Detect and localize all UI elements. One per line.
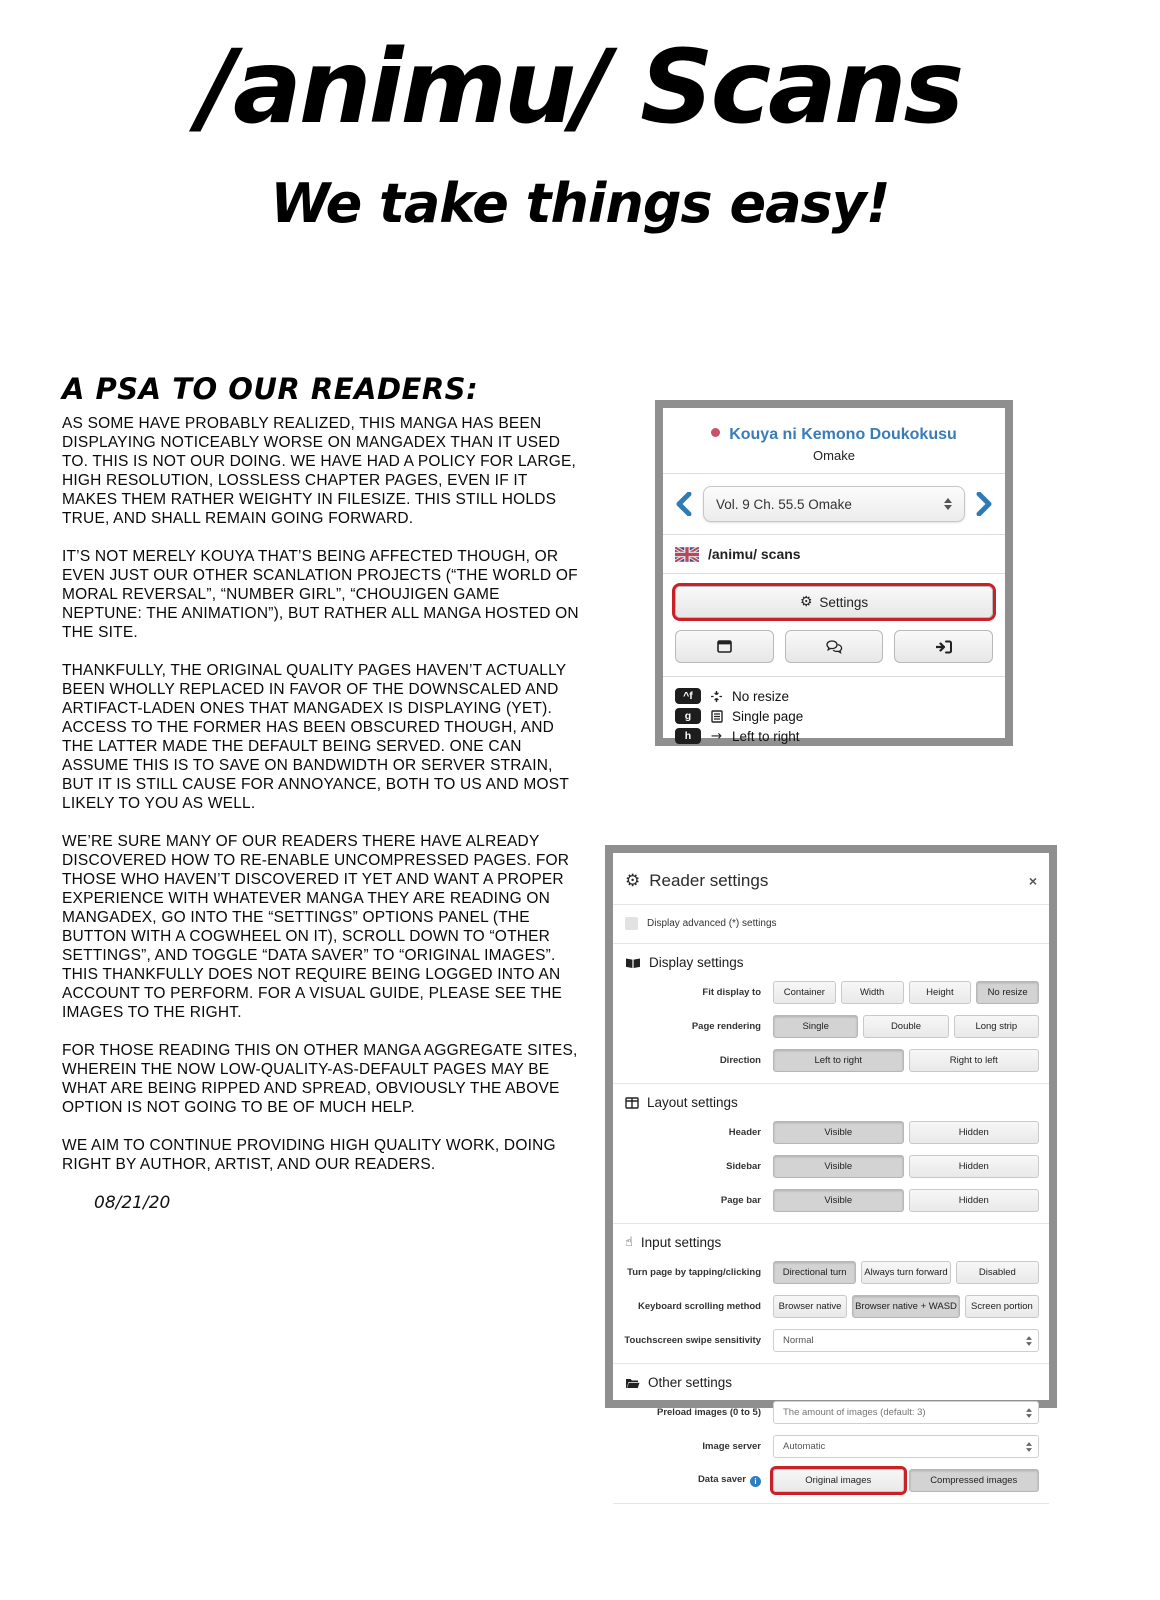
row-label: Preload images (0 to 5) bbox=[656, 1406, 761, 1418]
chapter-select-value: Vol. 9 Ch. 55.5 Omake bbox=[716, 496, 852, 512]
select-value: Normal bbox=[783, 1335, 814, 1346]
row-label: Fit display to bbox=[702, 986, 761, 998]
preload-images-input[interactable] bbox=[783, 1407, 1020, 1418]
option-directional-turn[interactable]: Directional turn bbox=[773, 1261, 856, 1284]
settings-row-page-bar bbox=[623, 1189, 1039, 1212]
select-updown-icon bbox=[944, 498, 952, 510]
section-title: Other settings bbox=[648, 1375, 733, 1390]
fullscreen-button[interactable] bbox=[675, 630, 774, 663]
settings-row-image-server bbox=[623, 1435, 1039, 1458]
settings-row-direction bbox=[623, 1049, 1039, 1072]
window-icon bbox=[717, 640, 732, 653]
settings-button[interactable] bbox=[675, 586, 993, 618]
book-icon bbox=[625, 957, 641, 969]
option-double[interactable]: Double bbox=[863, 1015, 948, 1038]
select-value: Automatic bbox=[783, 1441, 826, 1452]
scan-group-name[interactable]: /animu/ scans bbox=[708, 546, 801, 562]
section-display-settings bbox=[623, 944, 1039, 1072]
single-page-icon bbox=[709, 710, 724, 723]
row-label: Turn page by tapping/clicking bbox=[627, 1266, 761, 1278]
select-updown-icon bbox=[1026, 1336, 1032, 1346]
option-visible[interactable]: Visible bbox=[773, 1189, 904, 1212]
comments-button[interactable] bbox=[785, 630, 884, 663]
settings-row-sidebar bbox=[623, 1155, 1039, 1178]
close-icon[interactable]: × bbox=[1028, 873, 1037, 889]
psa-text-block bbox=[62, 372, 582, 1213]
key-badge: g bbox=[675, 708, 701, 724]
psa-paragraph: IT’S NOT MERELY KOUYA THAT’S BEING AFFECTED THOUGH, OR EVEN JUST OUR OTHER SCANLATION PROJECTS (“THE WORLD OF MORAL REVERSAL”, “NUMBER GIRL”, “CHOUJIGEN GAME NEPTUNE: THE ANIMATION”), BUT RATHER ALL MANGA HOSTED ON THE SITE. bbox=[62, 548, 579, 641]
no-resize-icon bbox=[709, 690, 724, 703]
row-label-text: Data saver bbox=[697, 1473, 746, 1485]
key-badge: h bbox=[675, 728, 701, 744]
shortcut-row bbox=[675, 688, 993, 704]
sign-in-button[interactable] bbox=[894, 630, 993, 663]
option-no-resize[interactable]: No resize bbox=[976, 981, 1039, 1004]
option-always-turn-forward[interactable]: Always turn forward bbox=[861, 1261, 950, 1284]
advanced-settings-checkbox[interactable] bbox=[625, 917, 638, 930]
option-original-images[interactable]: Original images bbox=[773, 1469, 904, 1492]
chapter-subtitle: Omake bbox=[813, 448, 855, 463]
reader-settings-modal bbox=[605, 845, 1057, 1486]
row-label: Image server bbox=[702, 1440, 761, 1452]
settings-row-preload-images bbox=[623, 1401, 1039, 1424]
settings-row-keyboard-scrolling bbox=[623, 1295, 1039, 1318]
option-left-to-right[interactable]: Left to right bbox=[773, 1049, 904, 1072]
shortcut-label: Single page bbox=[732, 708, 804, 724]
key-badge: ^f bbox=[675, 688, 701, 704]
settings-row-data-saver bbox=[623, 1469, 1039, 1492]
chapter-navigation bbox=[675, 474, 993, 534]
psa-date: 08/21/20 bbox=[94, 1193, 171, 1213]
option-browser-native[interactable]: Browser native bbox=[773, 1295, 847, 1318]
section-other-settings bbox=[623, 1364, 1039, 1492]
scan-group-row bbox=[675, 535, 993, 573]
row-label: Sidebar bbox=[726, 1160, 761, 1172]
preload-images-input-wrap bbox=[773, 1401, 1039, 1424]
settings-row-swipe-sensitivity bbox=[623, 1329, 1039, 1352]
settings-row-header bbox=[623, 1121, 1039, 1144]
settings-row-fit-display bbox=[623, 981, 1039, 1004]
section-title: Layout settings bbox=[647, 1095, 738, 1110]
folder-icon bbox=[625, 1377, 640, 1389]
chevron-left-icon[interactable] bbox=[675, 492, 693, 516]
chevron-right-icon[interactable] bbox=[975, 492, 993, 516]
settings-button-wrap bbox=[675, 586, 993, 618]
option-hidden[interactable]: Hidden bbox=[909, 1121, 1040, 1144]
shortcut-list bbox=[675, 677, 993, 744]
row-label: Direction bbox=[719, 1054, 761, 1066]
advanced-settings-label: Display advanced (*) settings bbox=[647, 918, 777, 929]
option-height[interactable]: Height bbox=[909, 981, 972, 1004]
manga-title-row bbox=[675, 416, 993, 446]
site-subtitle: We take things easy! bbox=[270, 172, 890, 235]
number-stepper-icon[interactable] bbox=[1026, 1408, 1032, 1418]
reader-toolbar bbox=[675, 630, 993, 663]
option-hidden[interactable]: Hidden bbox=[909, 1155, 1040, 1178]
option-container[interactable]: Container bbox=[773, 981, 836, 1004]
section-layout-settings bbox=[623, 1084, 1039, 1212]
psa-paragraph: FOR THOSE READING THIS ON OTHER MANGA AGGREGATE SITES, WHEREIN THE NOW LOW-QUALITY-AS-DEFAULT PAGES MAY BE WHAT ARE BEING RIPPED AND SPREAD, OBVIOUSLY THE ABOVE OPTION IS NOT GOING TO BE OF MUCH HELP. bbox=[62, 1042, 578, 1116]
layout-icon bbox=[625, 1097, 639, 1109]
option-long-strip[interactable]: Long strip bbox=[954, 1015, 1039, 1038]
divider bbox=[663, 573, 1005, 574]
comments-icon bbox=[826, 640, 843, 654]
psa-paragraph: WE AIM TO CONTINUE PROVIDING HIGH QUALITY WORK, DOING RIGHT BY AUTHOR, ARTIST, AND OUR READERS. bbox=[62, 1137, 556, 1173]
shortcut-row bbox=[675, 708, 993, 724]
psa-heading: A PSA TO OUR READERS: bbox=[62, 372, 479, 406]
row-label: Page bar bbox=[720, 1194, 761, 1206]
row-label bbox=[623, 1474, 773, 1487]
settings-row-turn-page bbox=[623, 1261, 1039, 1284]
row-label: Keyboard scrolling method bbox=[638, 1300, 761, 1312]
gear-icon: ⚙ bbox=[799, 594, 813, 610]
option-visible[interactable]: Visible bbox=[773, 1155, 904, 1178]
section-title: Display settings bbox=[649, 955, 744, 970]
chapter-select[interactable] bbox=[703, 486, 965, 522]
shortcut-label: No resize bbox=[732, 688, 790, 704]
modal-title: Reader settings bbox=[649, 871, 769, 890]
psa-paragraph: AS SOME HAVE PROBABLY REALIZED, THIS MANGA HAS BEEN DISPLAYING NOTICEABLY WORSE ON MANGADEX THAN IT USED TO. THIS IS NOT OUR DOING. WE HAVE HAD A POLICY FOR LARGE, HIGH RESOLUTION, LOSSLESS CHAPTER PAGES, EVEN IF IT MAKES THEM RATHER WEIGHTY IN FILESIZE. THIS STILL HOLDS TRUE, AND SHALL REMAIN GOING FORWARD. bbox=[62, 415, 577, 527]
section-title: Input settings bbox=[640, 1235, 722, 1250]
shortcut-label: Left to right bbox=[732, 728, 800, 744]
shortcut-row bbox=[675, 728, 993, 744]
option-right-to-left[interactable]: Right to left bbox=[909, 1049, 1040, 1072]
select-updown-icon bbox=[1026, 1442, 1032, 1452]
swipe-sensitivity-select[interactable] bbox=[773, 1329, 1039, 1352]
option-visible[interactable]: Visible bbox=[773, 1121, 904, 1144]
uk-flag-icon bbox=[675, 547, 699, 562]
status-dot-icon bbox=[711, 428, 720, 437]
row-label: Touchscreen swipe sensitivity bbox=[624, 1334, 761, 1346]
advanced-settings-row bbox=[623, 905, 1039, 943]
settings-row-page-rendering bbox=[623, 1015, 1039, 1038]
option-screen-portion[interactable]: Screen portion bbox=[965, 1295, 1039, 1318]
gear-icon: ⚙ bbox=[625, 871, 641, 891]
info-icon[interactable]: i bbox=[750, 1476, 761, 1487]
psa-paragraph: WE’RE SURE MANY OF OUR READERS THERE HAVE ALREADY DISCOVERED HOW TO RE-ENABLE UNCOMPRESSED PAGES. FOR THOSE WHO HAVEN’T DISCOVERED IT YET AND WANT A PROPER EXPERIENCE WITH WHATEVER MANGA THEY ARE READING ON MANGADEX, GO INTO THE “SETTINGS” OPTIONS PANEL (THE BUTTON WITH A COGWHEEL ON IT), SCROLL DOWN TO “OTHER SETTINGS”, AND TOGGLE “DATA SAVER” TO “ORIGINAL IMAGES”. THIS THANKFULLY DOES NOT REQUIRE BEING LOGGED INTO AN ACCOUNT TO PERFORM. FOR A VISUAL GUIDE, PLEASE SEE THE IMAGES TO THE RIGHT. bbox=[62, 833, 570, 1021]
arrow-right-icon: → bbox=[710, 728, 723, 744]
option-compressed-images[interactable]: Compressed images bbox=[909, 1469, 1040, 1492]
reader-sidebar-panel bbox=[655, 400, 1013, 746]
option-single[interactable]: Single bbox=[773, 1015, 858, 1038]
row-label: Page rendering bbox=[691, 1020, 761, 1032]
option-browser-native-wasd[interactable]: Browser native + WASD bbox=[852, 1295, 960, 1318]
modal-header bbox=[623, 859, 1039, 904]
hand-pointer-icon: ☝ bbox=[625, 1235, 633, 1250]
option-hidden[interactable]: Hidden bbox=[909, 1189, 1040, 1212]
row-label: Header bbox=[728, 1126, 761, 1138]
psa-paragraph: THANKFULLY, THE ORIGINAL QUALITY PAGES HAVEN’T ACTUALLY BEEN WHOLLY REPLACED IN FAVOR OF THE DOWNSCALED AND ARTIFACT-LADEN ONES THAT MANGADEX IS DISPLAYING (YET). ACCESS TO THE FORMER HAS BEEN OBSCURED THOUGH, AND THE LATTER MADE THE DEFAULT BEING SERVED. ONE CAN ASSUME THIS IS TO SAVE ON BANDWIDTH OR SERVER STRAIN, BUT IT IS STILL CAUSE FOR ANNOYANCE, BOTH TO US AND MOST LIKELY TO YOU AS WELL. bbox=[62, 662, 569, 812]
section-input-settings bbox=[623, 1224, 1039, 1352]
image-server-select[interactable] bbox=[773, 1435, 1039, 1458]
option-disabled[interactable]: Disabled bbox=[956, 1261, 1039, 1284]
manga-title-link[interactable]: Kouya ni Kemono Doukokusu bbox=[729, 426, 957, 443]
option-width[interactable]: Width bbox=[841, 981, 904, 1004]
site-title: /animu/ Scans bbox=[198, 28, 962, 147]
sign-in-icon bbox=[936, 640, 952, 654]
settings-button-label: Settings bbox=[819, 594, 869, 610]
